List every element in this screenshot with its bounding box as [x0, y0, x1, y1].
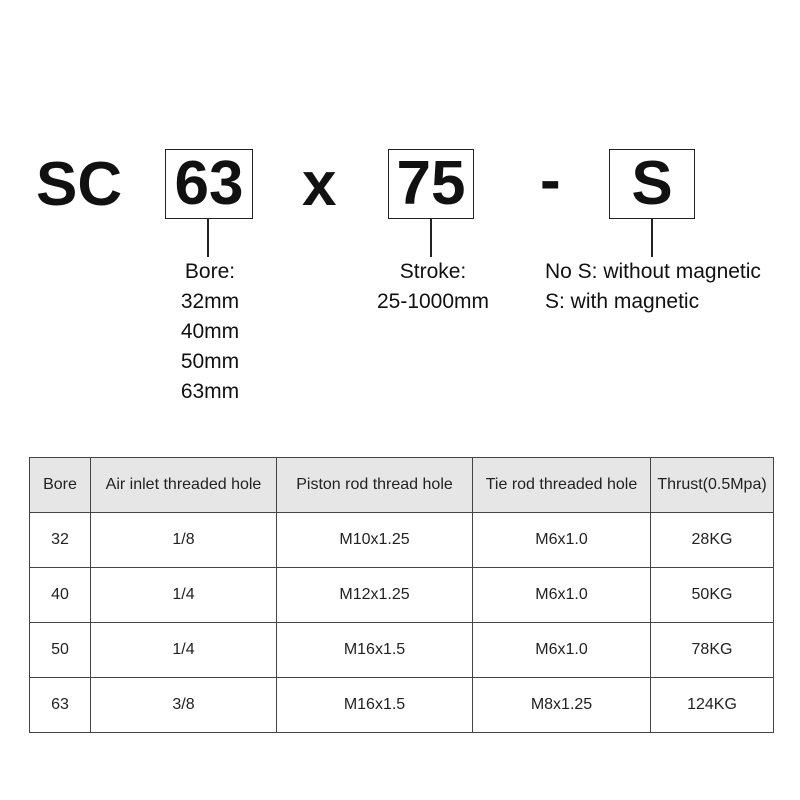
series-code: SC	[36, 150, 123, 219]
header-tie-rod: Tie rod threaded hole	[473, 458, 651, 513]
stroke-description	[350, 257, 516, 317]
bore-code-box: 63	[165, 149, 253, 219]
header-bore: Bore	[30, 458, 91, 513]
separator-x: x	[302, 150, 337, 219]
table-cell: 40	[30, 568, 91, 623]
spec-table	[29, 457, 774, 733]
table-cell: M16x1.5	[277, 623, 473, 678]
table-cell: 50KG	[651, 568, 774, 623]
table-cell: 28KG	[651, 513, 774, 568]
header-air-inlet: Air inlet threaded hole	[91, 458, 277, 513]
stroke-connector-line	[430, 219, 432, 257]
table-cell: 78KG	[651, 623, 774, 678]
bore-option: 40mm	[180, 320, 240, 343]
bore-label: Bore:	[184, 260, 236, 283]
magnet-description	[545, 257, 795, 317]
bore-option: 32mm	[180, 290, 240, 313]
magnet-option-s: S: with magnetic	[545, 290, 700, 313]
table-row	[30, 513, 774, 568]
stroke-range: 25-1000mm	[376, 290, 490, 313]
bore-option: 50mm	[180, 350, 240, 373]
header-piston-rod: Piston rod thread hole	[277, 458, 473, 513]
bore-connector-line	[207, 219, 209, 257]
table-cell: M6x1.0	[473, 513, 651, 568]
table-header-row	[30, 458, 774, 513]
table-cell: M12x1.25	[277, 568, 473, 623]
separator-dash: -	[540, 146, 561, 215]
bore-option: 63mm	[180, 380, 240, 403]
header-thrust: Thrust(0.5Mpa)	[651, 458, 774, 513]
magnet-connector-line	[651, 219, 653, 257]
table-cell: 32	[30, 513, 91, 568]
bore-description	[150, 257, 270, 407]
table-cell: 1/4	[91, 623, 277, 678]
table-cell: M6x1.0	[473, 568, 651, 623]
table-cell: 1/4	[91, 568, 277, 623]
table-cell: 124KG	[651, 678, 774, 733]
table-cell: 3/8	[91, 678, 277, 733]
table-cell: 50	[30, 623, 91, 678]
magnet-option-none: No S: without magnetic	[545, 260, 761, 283]
table-cell: 63	[30, 678, 91, 733]
table-row	[30, 678, 774, 733]
table-row	[30, 568, 774, 623]
table-cell: M10x1.25	[277, 513, 473, 568]
table-row	[30, 623, 774, 678]
table-cell: M8x1.25	[473, 678, 651, 733]
magnet-code-box: S	[609, 149, 695, 219]
table-cell: M6x1.0	[473, 623, 651, 678]
stroke-code-box: 75	[388, 149, 474, 219]
table-cell: M16x1.5	[277, 678, 473, 733]
stroke-label: Stroke:	[399, 260, 467, 283]
table-cell: 1/8	[91, 513, 277, 568]
